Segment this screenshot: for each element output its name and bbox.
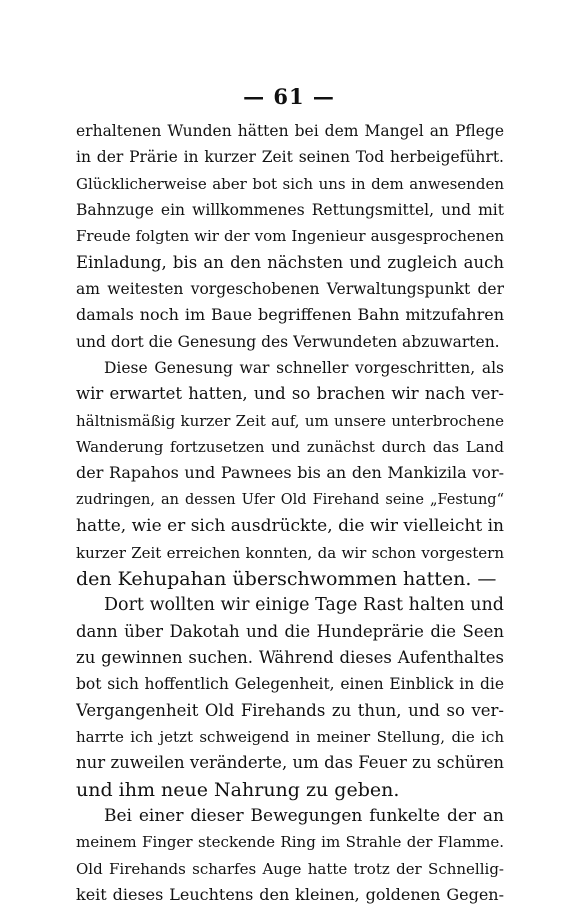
text-line: hältnismäßig kurzer Zeit auf, um unsere unterbrochene <box>76 411 504 430</box>
text-line: keit dieses Leuchtens den kleinen, goldenen Gegen- <box>76 884 504 904</box>
text-line: in der Prärie in kurzer Zeit seinen Tod herbeigeführt. <box>76 148 504 167</box>
text-line: kurzer Zeit erreichen konnten, da wir schon vorgestern <box>76 543 504 562</box>
text-line: und ihm neue Nahrung zu geben. <box>76 778 400 801</box>
text-line: Vergangenheit Old Firehands zu thun, und so ver- <box>76 700 504 720</box>
text-line: am weitesten vorgeschobenen Verwaltungspunkt der <box>76 280 504 299</box>
text-line: Wanderung fortzusetzen und zunächst durch das Land <box>76 438 504 457</box>
text-line: bot sich hoffentlich Gelegenheit, einen Einblick in die <box>76 675 504 694</box>
text-line: Einladung, bis an den nächsten und zugleich auch <box>76 252 504 272</box>
text-line: zu gewinnen suchen. Während dieses Aufenthaltes <box>76 647 504 667</box>
text-line: Old Firehands scharfes Auge hatte trotz der Schnellig- <box>76 859 504 878</box>
text-line: hatte, wie er sich ausdrückte, die wir vielleicht in <box>76 516 504 537</box>
text-line: Glücklicherweise aber bot sich uns in dem anwesenden <box>76 174 504 193</box>
text-line: zudringen, an dessen Ufer Old Firehand seine „Festung“ <box>76 491 504 508</box>
text-line: Freude folgten wir der vom Ingenieur ausgesprochenen <box>76 227 504 246</box>
text-line: erhaltenen Wunden hätten bei dem Mangel an Pflege <box>76 122 504 140</box>
body-text <box>76 118 504 908</box>
text-line: nur zuweilen veränderte, um das Feuer zu schüren <box>76 753 504 773</box>
text-line: Bahnzuge ein willkommenes Rettungsmittel, und mit <box>76 201 504 220</box>
text-line: und dort die Genesung des Verwundeten abzuwarten. <box>76 332 500 351</box>
text-line: dann über Dakotah und die Hundeprärie die Seen <box>76 621 504 641</box>
text-line: harrte ich jetzt schweigend in meiner Stellung, die ich <box>76 727 504 746</box>
text-line: der Rapahos und Pawnees bis an den Mankizila vor- <box>76 463 504 483</box>
page-number: — 61 — <box>243 84 335 109</box>
text-line: Diese Genesung war schneller vorgeschritten, als <box>104 359 504 378</box>
text-line: Bei einer dieser Bewegungen funkelte der an <box>104 805 504 826</box>
text-line: meinem Finger steckende Ring im Strahle der Flamme. <box>76 833 504 852</box>
text-line: wir erwartet hatten, und so brachen wir nach ver- <box>76 384 504 404</box>
text-line: Dort wollten wir einige Tage Rast halten und <box>104 595 504 616</box>
text-line: damals noch im Baue begriffenen Bahn mitzufahren <box>76 305 504 325</box>
text-line: den Kehupahan überschwommen hatten. — <box>76 567 497 590</box>
